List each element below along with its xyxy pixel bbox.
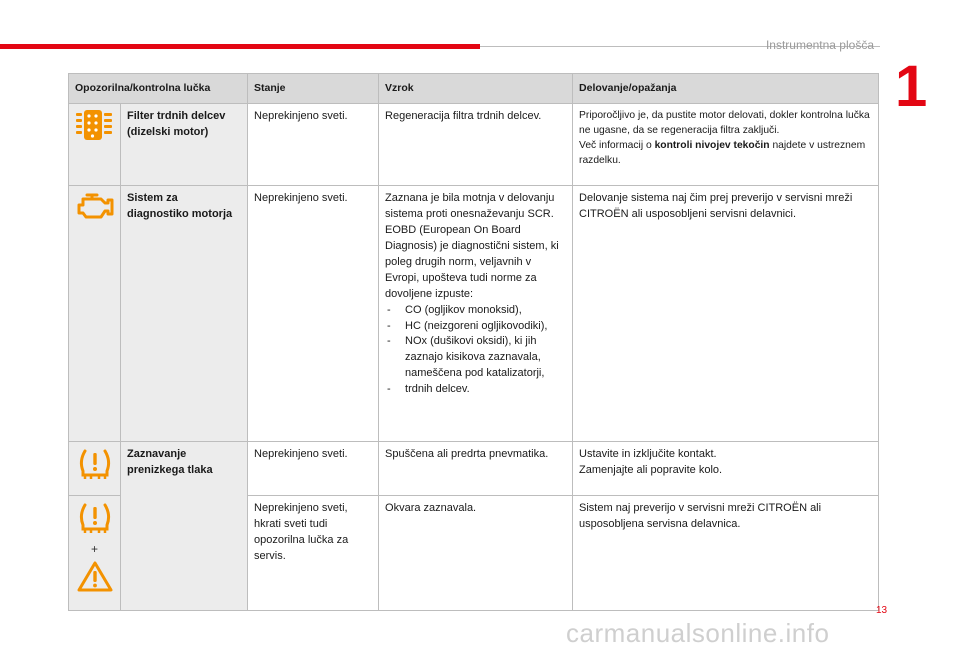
list-item: - trdnih delcev. — [385, 382, 566, 398]
reference-link-text: kontroli nivojev tekočin — [654, 139, 770, 151]
plus-sign: + — [90, 542, 98, 556]
column-header-state: Stanje — [248, 74, 379, 104]
cause-intro: Zaznana je bila motnja v delovanju sistema proti onesnaževanju SCR. EOBD (European On Board Diagnosis) je diagnostični sistem, ki poleg drugih norm, veljavnih v Evropi, upošteva tudi norme za dovoljene izpuste: — [385, 192, 559, 300]
lamp-name: Filter trdnih delcev (dizelski motor) — [121, 104, 248, 186]
header-red-bar — [0, 44, 480, 49]
icon-cell — [69, 104, 121, 186]
action-text: Zamenjajte ali popravite kolo. — [579, 463, 723, 476]
lamp-action — [573, 104, 879, 186]
lamp-cause: Spuščena ali predrta pnevmatika. — [379, 442, 573, 496]
warning-triangle-icon — [75, 560, 114, 592]
lamp-cause — [379, 186, 573, 442]
emissions-list — [385, 303, 566, 399]
column-header-action: Delovanje/opažanja — [573, 74, 879, 104]
icon-cell — [69, 186, 121, 442]
lamp-action: Delovanje sistema naj čim prej preverijo v servisni mreži CITROËN ali usposobljeni servisni delavnici. — [573, 186, 879, 442]
lamp-action — [573, 442, 879, 496]
page-number: 13 — [876, 605, 888, 616]
list-item: - NOx (dušikovi oksidi), ki jih zaznajo kisikova zaznavala, nameščena pod katalizatorji, — [385, 334, 566, 382]
engine-diagnostic-icon — [75, 191, 114, 221]
table-row — [69, 442, 879, 496]
lamp-state: Neprekinjeno sveti. — [248, 104, 379, 186]
lamp-action: Sistem naj preverijo v servisni mreži CITROËN ali usposobljena servisna delavnica. — [573, 496, 879, 611]
list-item: - HC (neizgoreni ogljikovodiki), — [385, 319, 566, 335]
lamp-cause: Okvara zaznavala. — [379, 496, 573, 611]
table-header-row — [69, 74, 879, 104]
lamp-state: Neprekinjeno sveti. — [248, 186, 379, 442]
diesel-particulate-filter-icon — [75, 109, 114, 143]
lamp-name: Zaznavanje prenizkega tlaka — [121, 442, 248, 611]
table-row — [69, 186, 879, 442]
lamp-state: Neprekinjeno sveti, hkrati sveti tudi opozorilna lučka za servis. — [248, 496, 379, 611]
lamp-cause: Regeneracija filtra trdnih delcev. — [379, 104, 573, 186]
action-text: Priporočljivo je, da pustite motor delovati, dokler kontrolna lučka ne ugasne, da se regeneracija filtra zaključi. — [579, 110, 870, 136]
lamp-state: Neprekinjeno sveti. — [248, 442, 379, 496]
lamp-name: Sistem za diagnostiko motorja — [121, 186, 248, 442]
section-title: Instrumentna plošča — [765, 38, 874, 52]
tyre-pressure-icon — [75, 447, 114, 481]
tyre-pressure-icon — [75, 501, 114, 535]
column-header-cause: Vzrok — [379, 74, 573, 104]
action-reference: Več informacij o kontroli nivojev tekočin najdete v ustreznem razdelku. — [579, 139, 866, 166]
icon-cell — [69, 496, 121, 611]
chapter-number: 1 — [895, 54, 928, 119]
action-text: Ustavite in izključite kontakt. — [579, 448, 717, 460]
watermark: carmanualsonline.info — [566, 618, 830, 648]
column-header-lamp: Opozorilna/kontrolna lučka — [69, 74, 248, 104]
table-row — [69, 104, 879, 186]
list-item: - CO (ogljikov monoksid), — [385, 303, 566, 319]
icon-cell — [69, 442, 121, 496]
warning-lights-table — [68, 73, 879, 611]
